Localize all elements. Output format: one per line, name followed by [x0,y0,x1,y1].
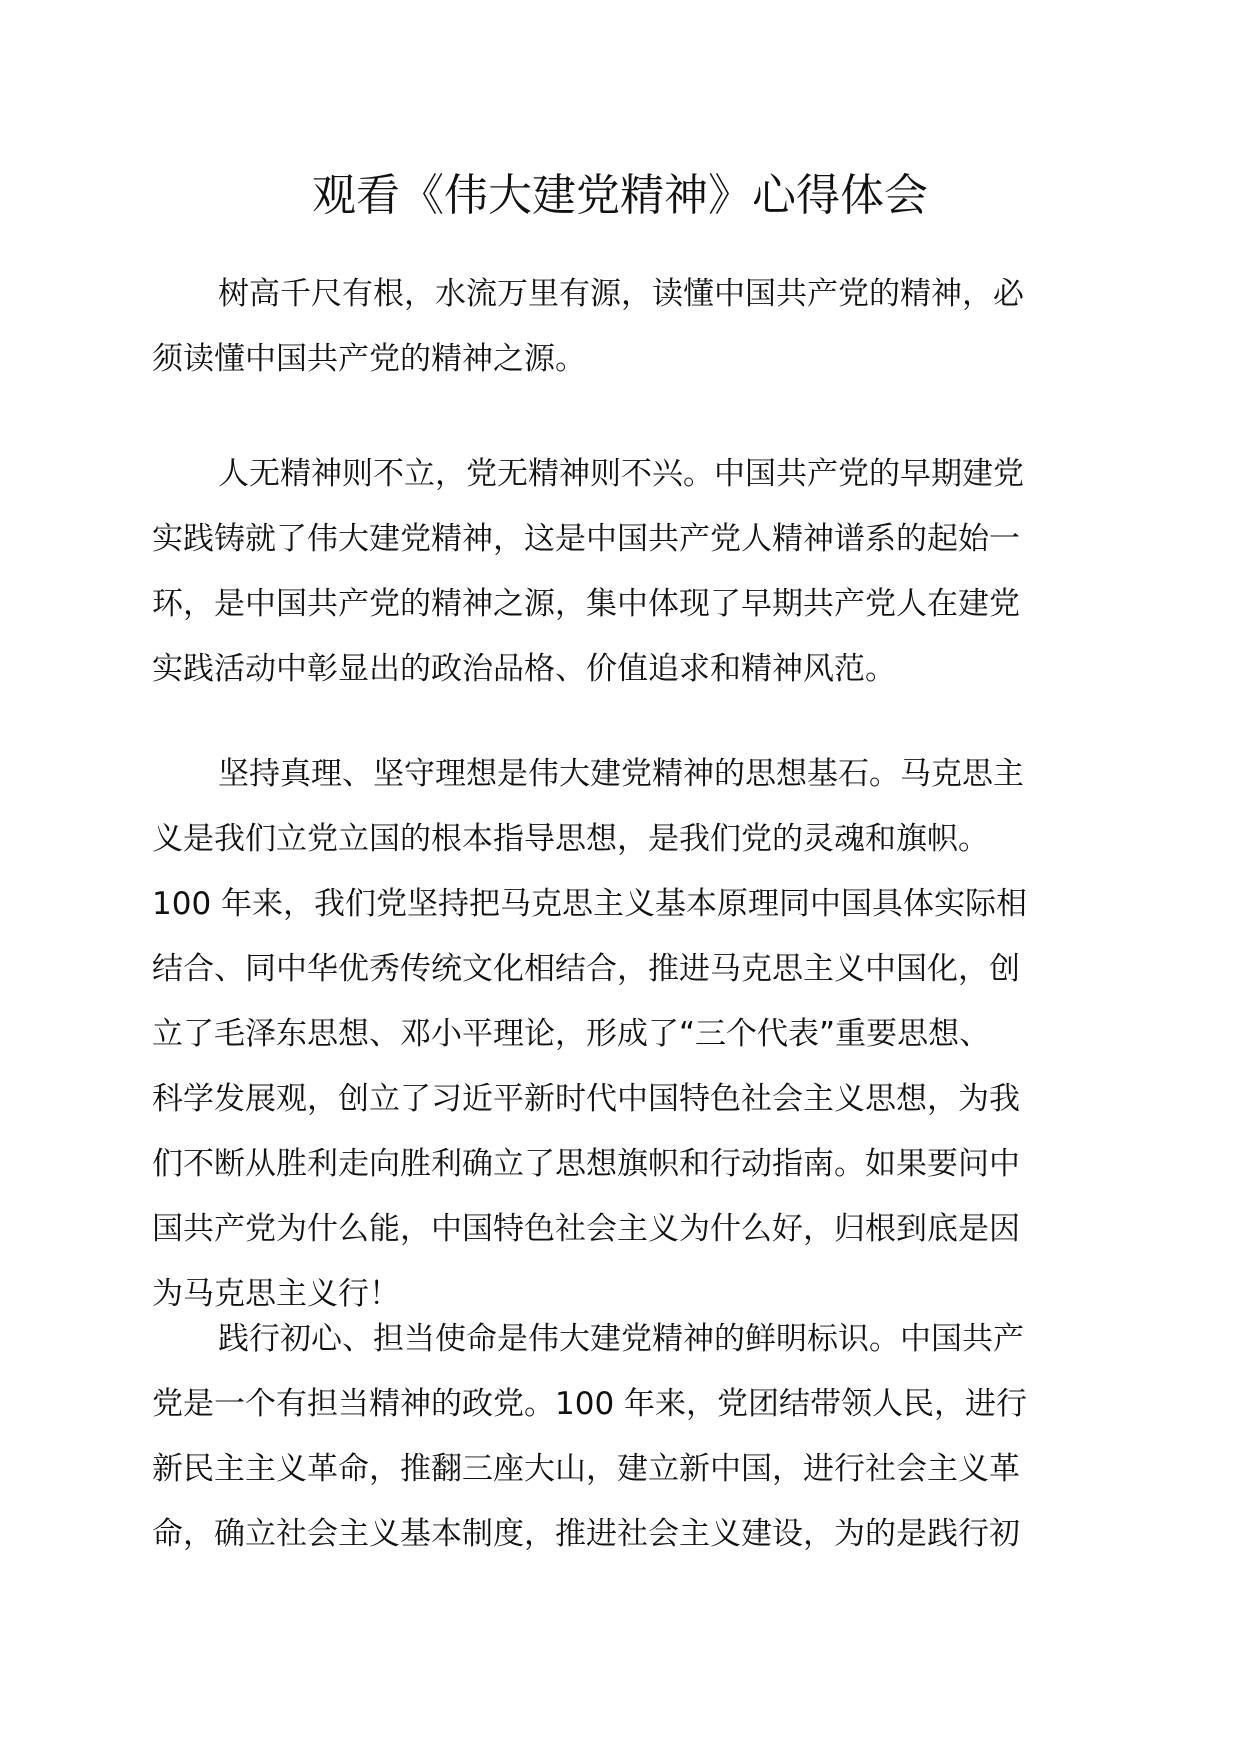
paragraph-line: 环，是中国共产党的精神之源，集中体现了早期共产党人在建党 [152,586,1020,622]
paragraph-3 [152,742,1092,1327]
paragraph-4 [152,1307,1092,1567]
paragraph-line: 为马克思主义行！ [152,1276,400,1312]
paragraph-line: 国共产党为什么能，中国特色社会主义为什么好，归根到底是因 [152,1211,1020,1247]
paragraph-line: 义是我们立党立国的根本指导思想，是我们党的灵魂和旗帜。 [152,821,989,857]
paragraph-line: 坚持真理、坚守理想是伟大建党精神的思想基石。马克思主 [218,756,1024,792]
paragraph-line: 结合、同中华优秀传统文化相结合，推进马克思主义中国化，创 [152,951,1020,987]
paragraph-line: 党是一个有担当精神的政党。100 年来，党团结带领人民，进行 [152,1386,1028,1422]
paragraph-line: 人无精神则不立，党无精神则不兴。中国共产党的早期建党 [218,456,1024,492]
paragraph-line: 们不断从胜利走向胜利确立了思想旗帜和行动指南。如果要问中 [152,1146,1020,1182]
paragraph-line: 100 年来，我们党坚持把马克思主义基本原理同中国具体实际相 [152,886,1028,922]
paragraph-line: 须读懂中国共产党的精神之源。 [152,341,586,377]
paragraph-line: 立了毛泽东思想、邓小平理论，形成了“三个代表”重要思想、 [152,1016,991,1052]
paragraph-line: 命，确立社会主义基本制度，推进社会主义建设，为的是践行初 [152,1516,1020,1552]
paragraph-line: 实践铸就了伟大建党精神，这是中国共产党人精神谱系的起始一 [152,521,1020,557]
paragraph-1 [152,262,1092,392]
paragraph-line: 树高千尺有根，水流万里有源，读懂中国共产党的精神，必 [218,276,1024,312]
paragraph-2 [152,442,1092,702]
paragraph-line: 实践活动中彰显出的政治品格、价值追求和精神风范。 [152,651,896,687]
paragraph-line: 科学发展观，创立了习近平新时代中国特色社会主义思想，为我 [152,1081,1020,1117]
paragraph-line: 新民主主义革命，推翻三座大山，建立新中国，进行社会主义革 [152,1451,1020,1487]
document-title: 观看《伟大建党精神》心得体会 [312,170,928,221]
paragraph-line: 践行初心、担当使命是伟大建党精神的鲜明标识。中国共产 [218,1321,1024,1357]
